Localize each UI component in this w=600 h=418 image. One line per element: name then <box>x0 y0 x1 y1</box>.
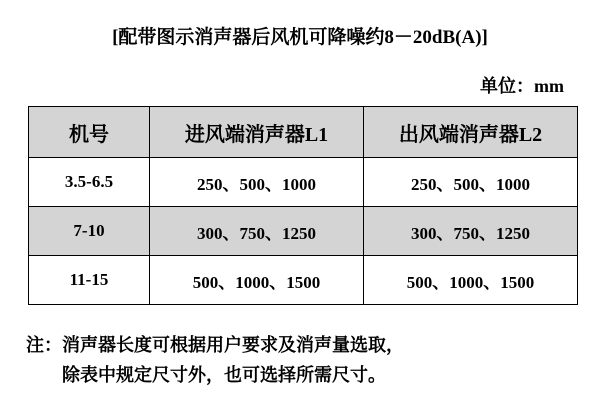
footnote-line-1: 注：消声器长度可根据用户要求及消声量选取， <box>26 335 404 355</box>
table-row <box>29 207 578 256</box>
table-header-cell-outlet: 出风端消声器L2 <box>364 107 578 158</box>
table-cell-model: 7-10 <box>29 207 150 256</box>
unit-label: 单位：mm <box>480 76 564 96</box>
footnote-line-2: 除表中规定尺寸外，也可选择所需尺寸。 <box>62 365 386 385</box>
table-cell-outlet: 500、1000、1500 <box>364 256 578 305</box>
table-cell-inlet: 500、1000、1500 <box>150 256 364 305</box>
table-row <box>29 256 578 305</box>
table-cell-model: 11-15 <box>29 256 150 305</box>
table-header <box>29 107 578 158</box>
table-cell-outlet: 250、500、1000 <box>364 158 578 207</box>
table-body <box>29 158 578 305</box>
table-header-row <box>29 107 578 158</box>
table-row <box>29 158 578 207</box>
table-cell-inlet: 250、500、1000 <box>150 158 364 207</box>
page-title: [配带图示消声器后风机可降噪约8－20dB(A)] <box>112 27 488 48</box>
footnote <box>26 330 582 390</box>
table-cell-outlet: 300、750、1250 <box>364 207 578 256</box>
table-cell-inlet: 300、750、1250 <box>150 207 364 256</box>
table-cell-model: 3.5-6.5 <box>29 158 150 207</box>
table-header-cell-inlet: 进风端消声器L1 <box>150 107 364 158</box>
table-header-cell-model: 机号 <box>29 107 150 158</box>
specification-table <box>28 106 578 305</box>
